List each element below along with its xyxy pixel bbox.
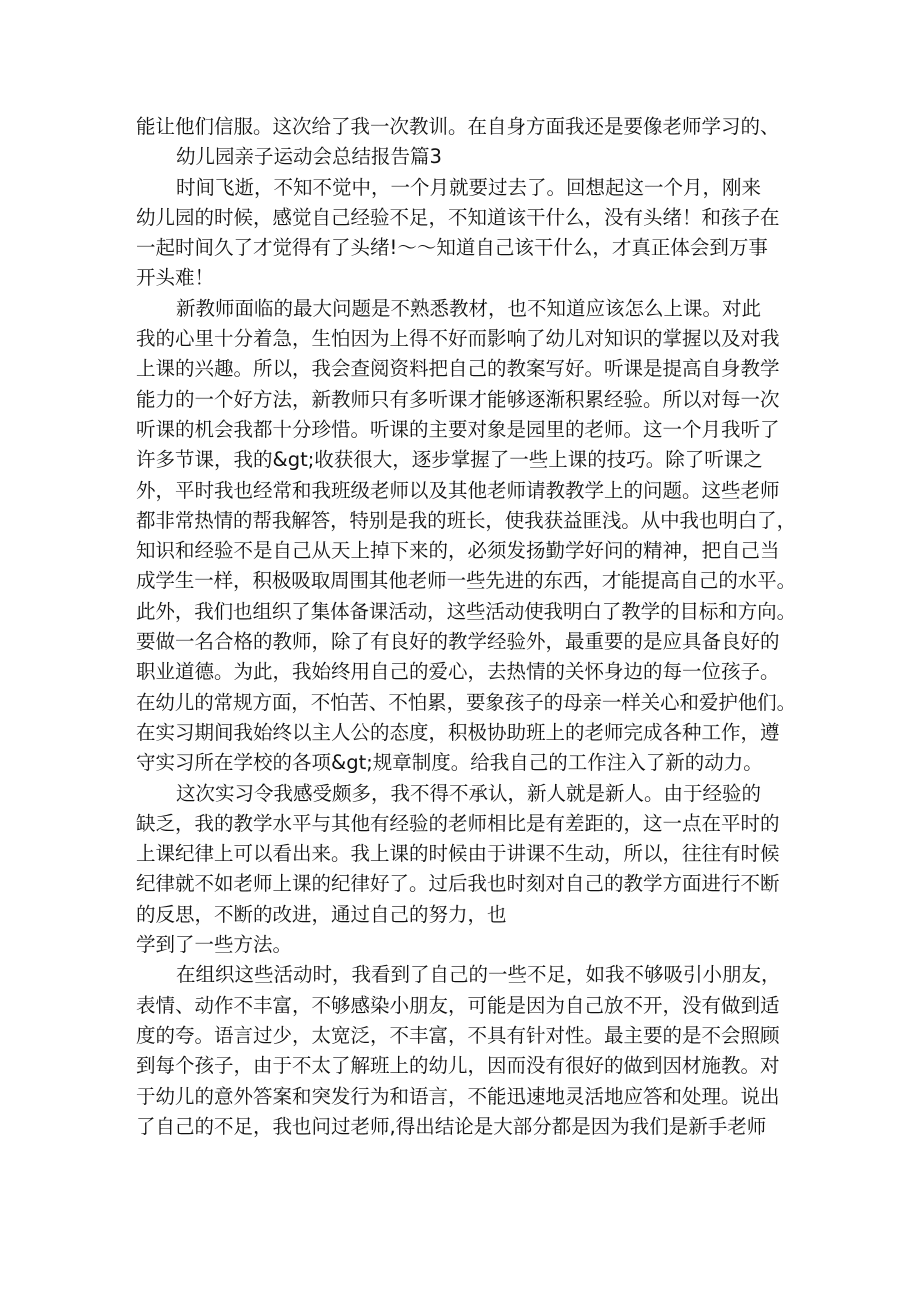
text-line: 在实习期间我始终以主人公的态度，积极协助班上的老师完成各种工作，遵 [136,720,780,744]
text-line: 幼儿园的时候，感觉自己经验不足，不知道该干什么，没有头绪！和孩子在 [136,205,780,229]
section-heading: 幼儿园亲子运动会总结报告篇3 [176,145,442,169]
text-line: 于幼儿的意外答案和突发行为和语言，不能迅速地灵活地应答和处理。说出 [136,1084,780,1108]
text-line: 上课纪律上可以看出来。我上课的时候由于讲课不生动，所以，往往有时候 [136,842,780,866]
text-line: 能力的一个好方法，新教师只有多听课才能够逐渐积累经验。所以对每一次 [136,387,780,411]
text-line: 知识和经验不是自己从天上掉下来的，必须发扬勤学好问的精神，把自己当 [136,539,780,563]
text-line: 要做一名合格的教师，除了有良好的教学经验外，最重要的是应具备良好的 [136,630,780,654]
text-line: 开头难！ [136,266,215,290]
text-line: 上课的兴趣。所以，我会查阅资料把自己的教案写好。听课是提高自身教学 [136,357,780,381]
text-line: 时间飞逝，不知不觉中，一个月就要过去了。回想起这一个月，刚来 [176,175,762,199]
text-line: 我的心里十分着急，生怕因为上得不好而影响了幼儿对知识的掌握以及对我 [136,327,780,351]
text-line: 在幼儿的常规方面，不怕苦、不怕累，要象孩子的母亲一样关心和爱护他们。 [136,690,796,714]
text-line: 学到了一些方法。 [136,933,293,957]
text-line: 职业道德。为此，我始终用自己的爱心，去热情的关怀身边的每一位孩子。 [136,660,780,684]
document-body [136,112,796,1142]
text-line: 表情、动作不丰富，不够感染小朋友，可能是因为自己放不开，没有做到适 [136,993,780,1017]
text-line: 成学生一样，积极吸取周围其他老师一些先进的东西，才能提高自己的水平。 [136,569,796,593]
text-line: 缺乏，我的教学水平与其他有经验的老师相比是有差距的，这一点在平时的 [136,811,780,835]
text-line: 都非常热情的帮我解答，特别是我的班长，使我获益匪浅。从中我也明白了， [136,508,796,532]
text-line: 守实习所在学校的各项&gt;规章制度。给我自己的工作注入了新的动力。 [136,751,763,775]
text-line: 的反思，不断的改进，通过自己的努力，也 [136,902,507,926]
text-line: 到每个孩子，由于不太了解班上的幼儿，因而没有很好的做到因材施教。对 [136,1054,780,1078]
text-line: 新教师面临的最大问题是不熟悉教材，也不知道应该怎么上课。对此 [176,296,762,320]
text-line: 外，平时我也经常和我班级老师以及其他老师请教教学上的问题。这些老师 [136,478,780,502]
text-line: 了自己的不足，我也问过老师,得出结论是大部分都是因为我们是新手老师 [136,1114,767,1138]
text-line: 此外，我们也组织了集体备课活动，这些活动使我明白了教学的目标和方向。 [136,599,796,623]
text-line: 纪律就不如老师上课的纪律好了。过后我也时刻对自己的教学方面进行不断 [136,872,780,896]
text-line: 在组织这些活动时，我看到了自己的一些不足，如我不够吸引小朋友， [176,963,781,987]
text-line: 度的夸。语言过少，太宽泛，不丰富，不具有针对性。最主要的是不会照顾 [136,1023,780,1047]
text-line: 许多节课，我的&gt;收获很大，逐步掌握了一些上课的技巧。除了听课之 [136,448,763,472]
text-line: 能让他们信服。这次给了我一次教训。在自身方面我还是要像老师学习的、 [136,115,780,138]
text-line: 听课的机会我都十分珍惜。听课的主要对象是园里的老师。这一个月我听了 [136,417,780,441]
text-line: 一起时间久了才觉得有了头绪!〜〜知道自己该干什么，才真正体会到万事 [136,236,768,260]
text-line: 这次实习令我感受颇多，我不得不承认，新人就是新人。由于经验的 [176,781,762,805]
